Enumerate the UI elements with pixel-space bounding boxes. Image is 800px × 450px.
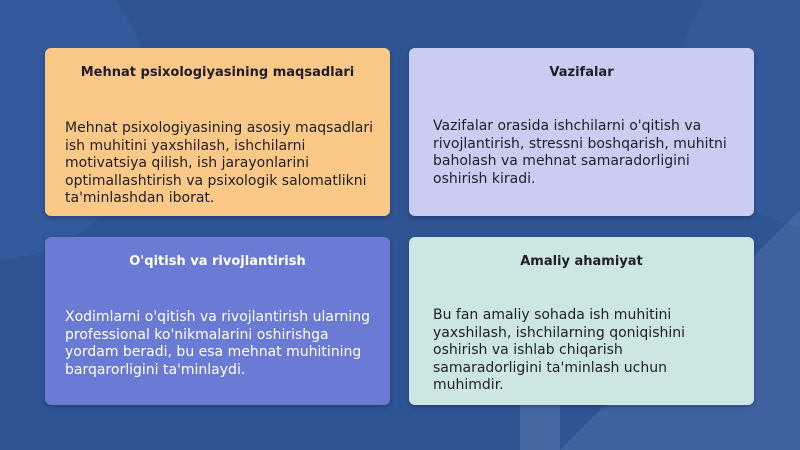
card-text: Bu fan amaliy sohada ish muhitini yaxshilash, ishchilarning qoniqishini oshirish va ishlab chiqarish samaradorligini ta'minlash uchun muhimdir.: [433, 307, 686, 393]
card-title: Amaliy ahamiyat: [520, 254, 643, 269]
card-goals: [45, 48, 390, 216]
card-text: Mehnat psixologiyasining asosiy maqsadlari ish muhitini yaxshilash, ishchilarni motivatsiya qilish, ish jarayonlarini optimallashtirish va psixologik salomatlikni ta'minlashdan iborat.: [65, 120, 374, 206]
card-title: O'qitish va rivojlantirish: [129, 254, 306, 269]
card-text: Xodimlarni o'qitish va rivojlantirish ularning professional ko'nikmalarini oshirishga yordam beradi, bu esa mehnat muhitining barqarorligini ta'minlaydi.: [65, 309, 371, 378]
card-training: [45, 237, 390, 405]
card-title: Vazifalar: [549, 65, 614, 80]
card-text: Vazifalar orasida ishchilarni o'qitish va rivojlantirish, stressni boshqarish, muhitni baholash va mehnat samaradorligini oshirish kiradi.: [433, 118, 727, 187]
card-tasks: [409, 48, 754, 216]
card-practical: [409, 237, 754, 405]
card-title: Mehnat psixologiyasining maqsadlari: [80, 65, 355, 80]
